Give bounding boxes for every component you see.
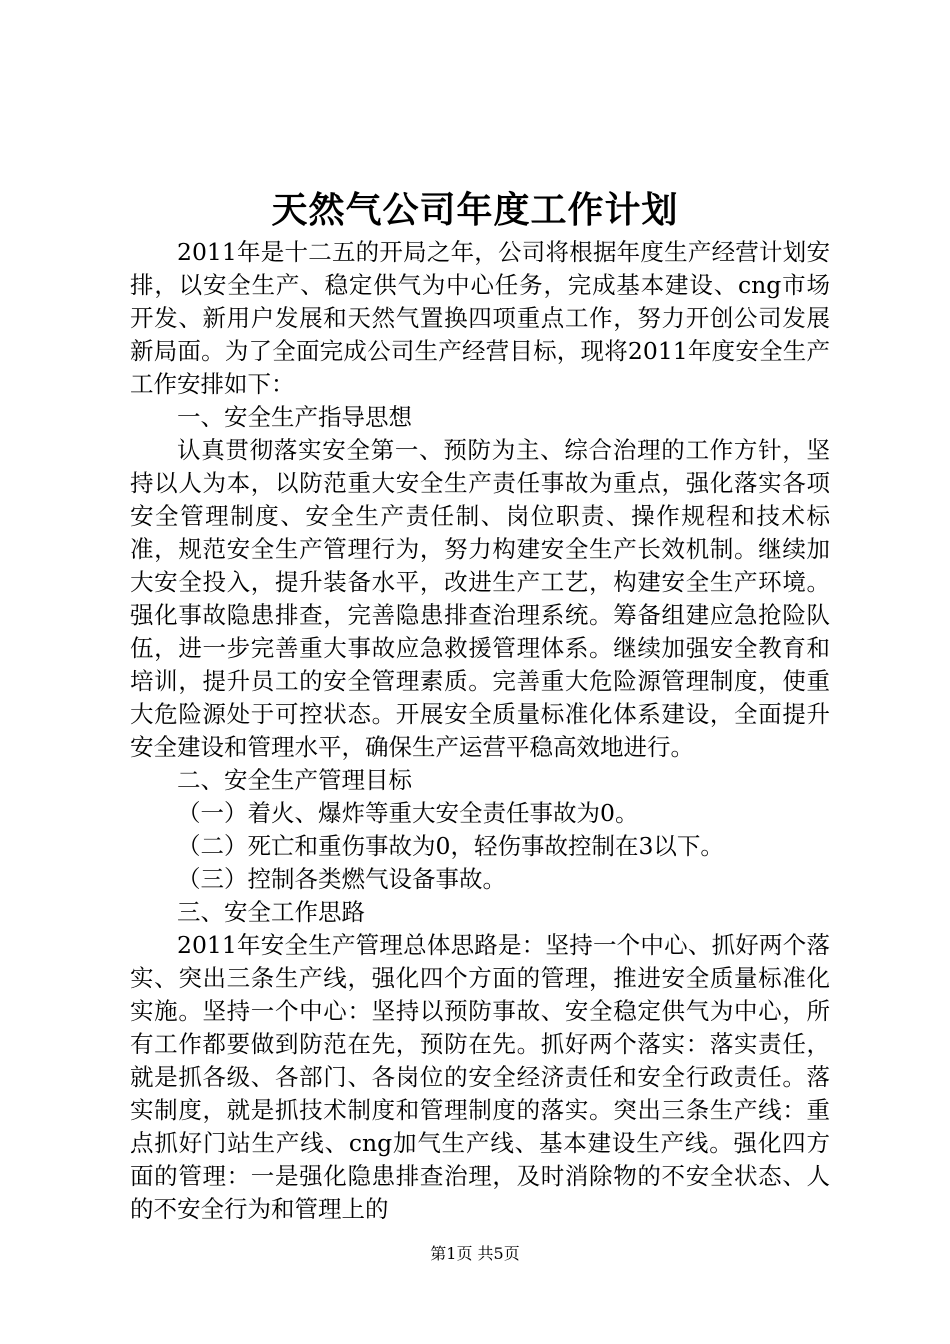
section-heading-3: 三、安全工作思路 — [177, 898, 365, 926]
section-heading-1: 一、安全生产指导思想 — [177, 403, 412, 431]
work-approach-paragraph: 2011年安全生产管理总体思路是：坚持一个中心、抓好两个落实、突出三条生产线，强化四个方面的管理，推进安全质量标准化实施。坚持一个中心：坚持以预防事故、安全稳定供气为中心，所有工作都要做到防范在先，预防在先。抓好两个落实：落实责任，就是抓各级、各部门、各岗位的安全经济责任和安全行政责任。落实制度，就是抓技术制度和管理制度的落实。突出三条生产线：重点抓好门站生产线、cng加气生产线、基本建设生产线。强化四方面的管理：一是强化隐患排查治理，及时消除物的不安全状态、人的不安全行为和管理上的 — [130, 931, 830, 1223]
goal-item-2: （二）死亡和重伤事故为0，轻伤事故控制在3以下。 — [177, 832, 724, 860]
section-heading-2: 二、安全生产管理目标 — [177, 766, 412, 794]
page-number-footer: 第1页 共5页 — [430, 1244, 520, 1263]
goal-item-1: （一）着火、爆炸等重大安全责任事故为0。 — [177, 799, 639, 827]
intro-paragraph: 2011年是十二五的开局之年，公司将根据年度生产经营计划安排，以安全生产、稳定供气为中心任务，完成基本建设、cng市场开发、新用户发展和天然气置换四项重点工作，努力开创公司发展新局面。为了全面完成公司生产经营目标，现将2011年度安全生产工作安排如下： — [130, 238, 830, 398]
guiding-ideology-paragraph: 认真贯彻落实安全第一、预防为主、综合治理的工作方针，坚持以人为本，以防范重大安全生产责任事故为重点，强化落实各项安全管理制度、安全生产责任制、岗位职责、操作规程和技术标准，规范安全生产管理行为，努力构建安全生产长效机制。继续加大安全投入，提升装备水平，改进生产工艺，构建安全生产环境。强化事故隐患排查，完善隐患排查治理系统。筹备组建应急抢险队伍，进一步完善重大事故应急救援管理体系。继续加强安全教育和培训，提升员工的安全管理素质。完善重大危险源管理制度，使重大危险源处于可控状态。开展安全质量标准化体系建设，全面提升安全建设和管理水平，确保生产运营平稳高效地进行。 — [130, 436, 830, 761]
goal-item-3: （三）控制各类燃气设备事故。 — [177, 865, 506, 893]
document-title: 天然气公司年度工作计划 — [271, 189, 679, 231]
document-body — [130, 236, 830, 1226]
